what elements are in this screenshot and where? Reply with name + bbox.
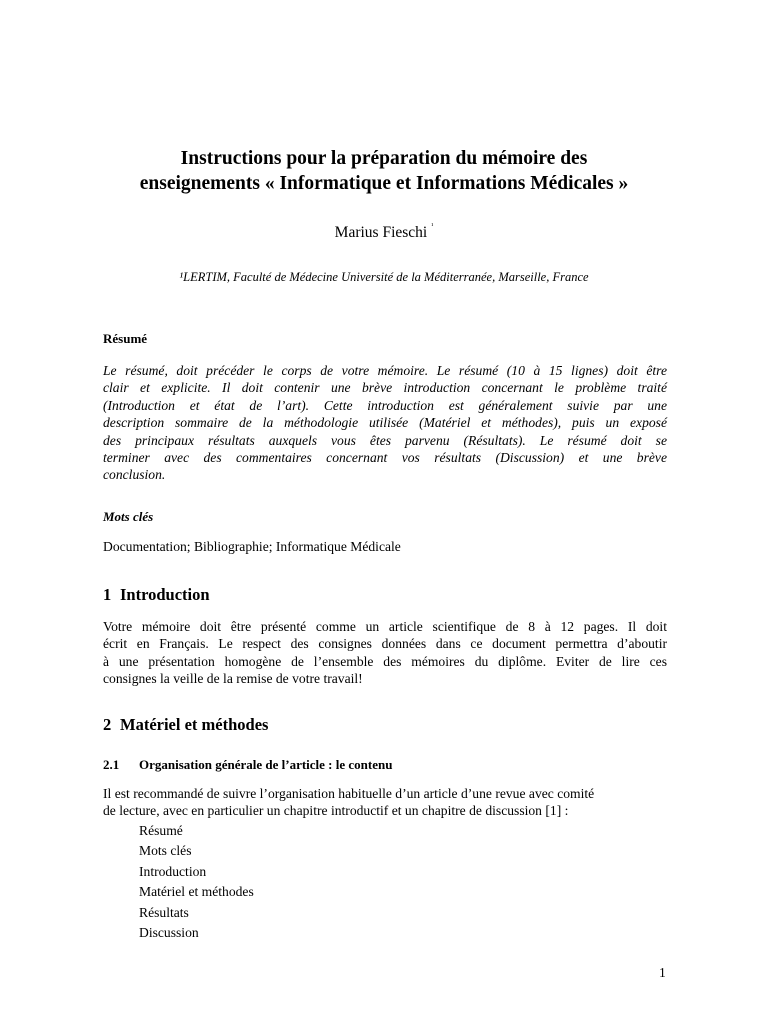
list-item: Discussion	[139, 925, 199, 941]
resume-heading: Résumé	[103, 331, 148, 346]
subsection-2-1-heading	[103, 757, 392, 773]
paragraph-line: à une présentation homogène de l’ensemble des mémoires du diplôme. Eviter de lire ces	[103, 653, 667, 669]
section-1-heading	[103, 585, 210, 605]
subsection-number: 2.1	[103, 757, 120, 772]
resume-line: des principaux résultats auxquels vous êtes parvenu (Résultats). Le résumé doit se	[103, 432, 667, 448]
section-number: 2	[103, 715, 112, 734]
list-item: Matériel et méthodes	[139, 884, 254, 900]
page-number: 1	[659, 965, 666, 980]
title-line-1: Instructions pour la préparation du mémoire des	[180, 148, 588, 169]
paragraph-line: écrit en Français. Le respect des consignes données dans ce document permettra d’aboutir	[103, 636, 667, 652]
section-number: 1	[103, 585, 112, 604]
section-title: Matériel et méthodes	[120, 715, 269, 734]
resume-line: Le résumé, doit précéder le corps de votre mémoire. Le résumé (10 à 15 lignes) doit être	[103, 363, 667, 378]
list-item: Mots clés	[139, 843, 192, 859]
list-item: Résultats	[139, 904, 189, 920]
author-affiliation-mark: ¹	[431, 222, 434, 230]
paragraph-line: Il est recommandé de suivre l’organisation habituelle d’un article d’une revue avec comité	[103, 786, 595, 801]
section-2-heading	[103, 715, 268, 735]
paragraph-line: Votre mémoire doit être présenté comme un article scientifique de 8 à 12 pages. Il doit	[103, 619, 667, 634]
title-line-2: enseignements « Informatique et Informations Médicales »	[139, 173, 629, 194]
document-title	[60, 146, 708, 196]
resume-line: description sommaire de la méthodologie utilisée (Matériel et méthodes), puis un exposé	[103, 415, 667, 431]
subsection-paragraph	[103, 785, 667, 820]
resume-line: (Introduction et état de l’art). Cette introduction est généralement suivie par une	[103, 397, 667, 413]
section-title: Introduction	[120, 585, 210, 604]
list-item: Introduction	[139, 863, 207, 879]
resume-line: terminer avec des commentaires concernant vos résultats (Discussion) et une brève	[103, 449, 667, 465]
article-structure-list	[139, 821, 254, 943]
keywords-text: Documentation; Bibliographie; Informatique Médicale	[103, 539, 401, 554]
introduction-paragraph	[103, 618, 667, 688]
paragraph-line: consignes la veille de la remise de votre travail!	[103, 671, 363, 687]
author-name: Marius Fieschi	[334, 224, 428, 241]
affiliation: ¹LERTIM, Faculté de Médecine Université de la Méditerranée, Marseille, France	[179, 270, 589, 284]
list-item: Résumé	[139, 823, 183, 838]
resume-line: clair et explicite. Il doit contenir une brève introduction concernant le problème traité	[103, 380, 667, 396]
resume-line: conclusion.	[103, 467, 166, 483]
author	[0, 222, 768, 242]
resume-body	[103, 362, 667, 484]
paragraph-line: de lecture, avec en particulier un chapitre introductif et un chapitre de discussion [1] :	[103, 803, 569, 819]
subsection-title: Organisation générale de l’article : le contenu	[139, 757, 393, 772]
keywords-heading: Mots clés	[103, 509, 154, 524]
